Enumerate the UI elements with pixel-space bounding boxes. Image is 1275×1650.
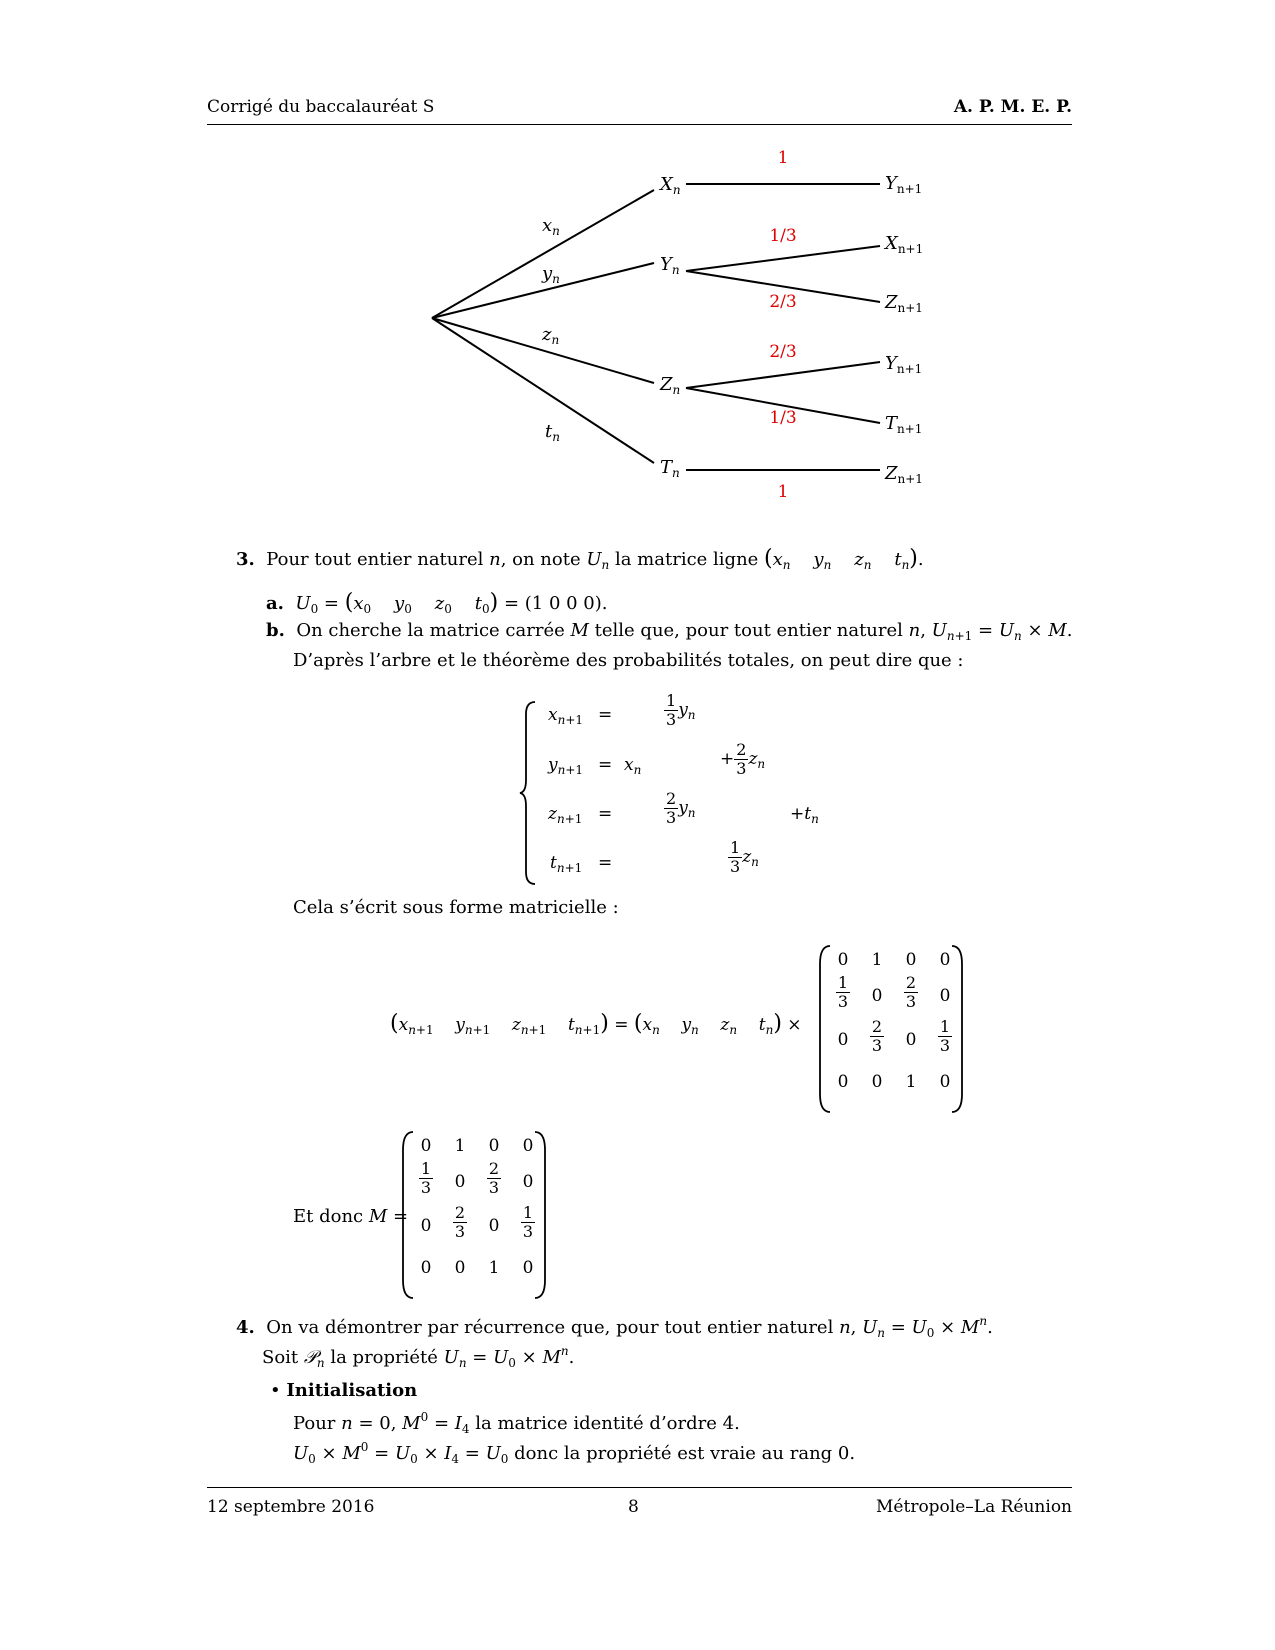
initialisation-line2: $U_0 \times M^0 = U_0 \times I_4 = U_0$ donc la propriété est vraie au rang 0.: [293, 1440, 856, 1466]
running-header-right: A. P. M. E. P.: [953, 97, 1072, 117]
node-y-n1-b: $Y_{n+1}$: [885, 353, 923, 376]
node-z-n1: $Z_{n+1}$: [885, 292, 923, 315]
node-tn: $T_n$: [660, 457, 680, 480]
matrix-1-cell-0-1: 1: [871, 950, 883, 970]
eq3-tterm: $+t_n$: [790, 804, 819, 826]
edge-label-1: 1: [777, 148, 789, 168]
node-z-n1-b: $Z_{n+1}$: [885, 463, 923, 486]
node-y-n1: $Y_{n+1}$: [885, 173, 923, 196]
matrix-1-cell-3-3: 0: [939, 1072, 951, 1092]
section-3b-line2: D’après l’arbre et le théorème des probabilités totales, on peut dire que :: [293, 650, 964, 671]
et-donc-label: Et donc M =: [293, 1206, 409, 1227]
matrix-1-cell-2-0: 0: [837, 1030, 849, 1050]
matrix-M-cell-0-3: 0: [522, 1136, 534, 1156]
matrix-M-cell-2-1: $\frac{2}{3}$: [454, 1203, 466, 1241]
system-eq-3: $z_{n+1}$: [548, 804, 583, 826]
matrix-M-cell-3-1: 0: [454, 1258, 466, 1278]
edge-label-3: 2/3: [769, 292, 797, 312]
eq1-equals: =: [598, 705, 613, 725]
edge-label-6: 1: [777, 482, 789, 502]
matrix-1-cell-0-3: 0: [939, 950, 951, 970]
matrix-equation-lhs: ($x_{n+1}$ $y_{n+1}$ $z_{n+1}$ $t_{n+1}) = (x_n$ $y_n$ $z_n$ $t_n$) ×: [390, 1011, 802, 1037]
matrix-1-cell-3-0: 0: [837, 1072, 849, 1092]
system-brace: [518, 700, 538, 886]
matrix-M-cell-2-0: 0: [420, 1216, 432, 1236]
section-4-line1: 4. On va démontrer par récurrence que, pour tout entier naturel n, $U_n = U_0 \times M^n$.: [236, 1314, 993, 1340]
matrix-M-cell-2-3: $\frac{1}{3}$: [522, 1203, 534, 1241]
branch-z-y: [686, 362, 880, 388]
prob-t: $t_n$: [545, 421, 560, 444]
transition-matrix-1: [818, 944, 964, 1114]
system-eq-1: $x_{n+1}$: [548, 705, 584, 727]
matrix-1-cell-0-0: 0: [837, 950, 849, 970]
node-t-n1: $T_{n+1}$: [885, 413, 923, 436]
matrix-M-cell-0-1: 1: [454, 1136, 466, 1156]
matrix-1-cell-2-2: 0: [905, 1030, 917, 1050]
matrix-1-cell-1-3: 0: [939, 986, 951, 1006]
eq2-xn: $x_n$: [624, 755, 642, 777]
matrix-1-cell-0-2: 0: [905, 950, 917, 970]
eq4-equals: =: [598, 853, 613, 873]
matrix-M-cell-3-3: 0: [522, 1258, 534, 1278]
matrix-M-cell-1-1: 0: [454, 1172, 466, 1192]
edge-label-4: 2/3: [769, 342, 797, 362]
matrix-M-cell-3-2: 1: [488, 1258, 500, 1278]
edge-label-5: 1/3: [769, 408, 797, 428]
running-header-left: Corrigé du baccalauréat S: [207, 97, 435, 117]
matrix-1-cell-1-1: 0: [871, 986, 883, 1006]
footer-date: 12 septembre 2016: [207, 1497, 375, 1517]
prob-y: $y_n$: [542, 263, 560, 286]
eq3-yterm: $\frac{2}{3}$ $y_n$: [666, 789, 696, 827]
matricial-intro: Cela s’écrit sous forme matricielle :: [293, 897, 619, 918]
eq2-equals: =: [598, 755, 613, 775]
matrix-1-cell-2-1: $\frac{2}{3}$: [871, 1017, 883, 1055]
node-x-n1: $X_{n+1}$: [885, 233, 924, 256]
system-eq-4: $t_{n+1}$: [550, 853, 583, 875]
eq3-equals: =: [598, 804, 613, 824]
footer-page-number: 8: [628, 1497, 639, 1517]
probability-tree: [0, 140, 1275, 520]
matrix-M-cell-1-0: $\frac{1}{3}$: [420, 1159, 432, 1197]
system-eq-2: $y_{n+1}$: [548, 755, 584, 777]
section-3-intro: 3. Pour tout entier naturel n, on note $U_n$ la matrice ligne ($x_n$ $y_n$ $z_n$ $t_n$).: [236, 546, 924, 572]
matrix-1-cell-1-2: $\frac{2}{3}$: [905, 973, 917, 1011]
eq4-zterm: $\frac{1}{3}$ $z_n$: [730, 838, 759, 876]
footer-rule: [207, 1487, 1072, 1488]
matrix-M-cell-0-2: 0: [488, 1136, 500, 1156]
initialisation-title: • Initialisation: [270, 1380, 418, 1401]
node-yn: $Y_n$: [660, 254, 680, 277]
section-4-line2: Soit 𝒫$_n$ la propriété $U_n = U_0 \times M^n$.: [262, 1344, 575, 1370]
matrix-M-cell-1-2: $\frac{2}{3}$: [488, 1159, 500, 1197]
branch-x: [432, 190, 654, 318]
header-rule: [207, 124, 1072, 125]
prob-x: $x_n$: [542, 215, 560, 238]
footer-location: Métropole–La Réunion: [876, 1497, 1072, 1517]
edge-label-2: 1/3: [769, 226, 797, 246]
transition-matrix-M: [401, 1130, 547, 1300]
matrix-1-cell-1-0: $\frac{1}{3}$: [837, 973, 849, 1011]
matrix-M-cell-1-3: 0: [522, 1172, 534, 1192]
matrix-M-cell-3-0: 0: [420, 1258, 432, 1278]
eq2-zterm: + $\frac{2}{3}$ $z_n$: [720, 740, 766, 778]
node-zn: $Z_n$: [660, 374, 681, 397]
prob-z: $z_n$: [542, 324, 560, 347]
eq1-rhs: $\frac{1}{3}$ $y_n$: [666, 691, 696, 729]
matrix-M-cell-0-0: 0: [420, 1136, 432, 1156]
section-3b-line1: b. On cherche la matrice carrée M telle que, pour tout entier naturel n, $U_{n+1} = U_n \times M$.: [266, 620, 1073, 643]
matrix-1-cell-3-2: 1: [905, 1072, 917, 1092]
matrix-M-cell-2-2: 0: [488, 1216, 500, 1236]
node-xn: $X_n$: [660, 174, 681, 197]
section-3a: a. $U_0 = (x_0$ $y_0$ $z_0$ $t_0) = (1$ 0 0 0).: [266, 590, 608, 616]
matrix-1-cell-2-3: $\frac{1}{3}$: [939, 1017, 951, 1055]
branch-y-x: [686, 246, 880, 271]
matrix-1-cell-3-1: 0: [871, 1072, 883, 1092]
initialisation-line1: Pour n = 0, $M^0 = I_4$ la matrice identité d’ordre 4.: [293, 1410, 740, 1436]
